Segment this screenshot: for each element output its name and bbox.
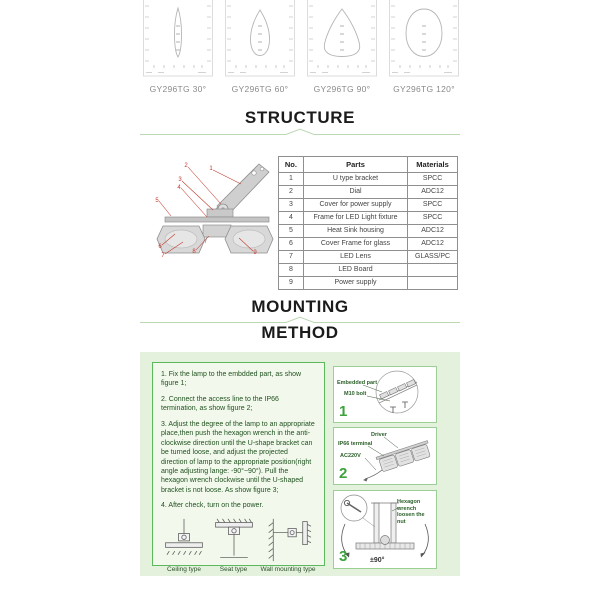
- content-column: [140, 0, 460, 600]
- table-row: [279, 173, 458, 186]
- table-row: [279, 251, 458, 264]
- figure-number-1: 1: [339, 403, 348, 420]
- part-number-6: 6: [158, 244, 162, 250]
- figure-2: [333, 427, 437, 485]
- cell-no: 4: [279, 212, 304, 225]
- mount-type-icons: [161, 517, 316, 573]
- structure-title: STRUCTURE: [244, 108, 356, 127]
- cell-material: [408, 277, 458, 290]
- part-number-3: 3: [178, 177, 182, 183]
- cell-part: Dial: [303, 186, 407, 199]
- instruction-step-1: 1. Fix the lamp to the embdded part, as show figure 1;: [161, 371, 302, 388]
- cell-material: ADC12: [408, 225, 458, 238]
- figure-label-m10-bolt: M10 bolt: [344, 391, 367, 397]
- table-row: [279, 186, 458, 199]
- part-number-7: 7: [161, 253, 165, 259]
- beam-curve-90-icon: [306, 0, 378, 80]
- cell-part: Cover Frame for glass: [303, 238, 407, 251]
- cell-part: U type bracket: [303, 173, 407, 186]
- cell-no: 9: [279, 277, 304, 290]
- cell-no: 7: [279, 251, 304, 264]
- caption-60: GY296TG 60°: [231, 84, 289, 94]
- instruction-step-4: 4. After check, turn on the power.: [161, 502, 264, 510]
- cell-material: SPCC: [408, 173, 458, 186]
- mounting-title-line1: MOUNTING: [251, 297, 349, 316]
- figure-1: [333, 366, 437, 423]
- cell-material: [408, 264, 458, 277]
- instruction-step-3: 3. Adjust the degree of the lamp to an appropriate place,then push the hexagon wrench in the anti-clockwise direction until the U-shape bracket can be turned loose, and adjust the projected direction of lamp to the appropriate position(right angle adjusting lange: -90°~90°). Pull the hexagon wrench clockwise until the U-shaped bracket is not loose. As show figure 3;: [161, 420, 315, 494]
- seat-mount-icon: [211, 517, 257, 563]
- col-no: No.: [279, 157, 304, 173]
- col-materials: Materials: [408, 157, 458, 173]
- figure-number-2: 2: [339, 465, 348, 482]
- mount-type-label: Wall mounting type: [260, 565, 316, 573]
- cell-part: Heat Sink housing: [303, 225, 407, 238]
- cell-part: LED Board: [303, 264, 407, 277]
- table-row: [279, 277, 458, 290]
- photometric-chart-120: [388, 0, 460, 80]
- figure-label-hexagon-wrench: Hexagon wrench loosen the nut: [397, 499, 425, 525]
- photometric-chart-30: [142, 0, 214, 80]
- beam-curve-120-icon: [388, 0, 460, 80]
- cell-material: SPCC: [408, 212, 458, 225]
- exploded-diagram: [145, 146, 285, 286]
- instructions-panel: [152, 362, 325, 573]
- part-number-9: 9: [253, 250, 257, 256]
- table-row: [279, 225, 458, 238]
- exploded-floodlight-icon: [145, 146, 285, 286]
- cell-no: 3: [279, 199, 304, 212]
- cell-no: 2: [279, 186, 304, 199]
- cell-material: GLASS/PC: [408, 251, 458, 264]
- part-number-5: 5: [155, 198, 159, 204]
- cell-no: 1: [279, 173, 304, 186]
- caption-30: GY296TG 30°: [149, 84, 207, 94]
- table-row: [279, 238, 458, 251]
- cell-no: 5: [279, 225, 304, 238]
- figure-label-embedded-part: Embedded part: [337, 380, 378, 386]
- cell-part: Power supply: [303, 277, 407, 290]
- part-number-1: 1: [209, 166, 213, 172]
- table-row: [279, 199, 458, 212]
- table-row: [279, 264, 458, 277]
- part-number-2: 2: [184, 163, 188, 169]
- mount-type-seat: [211, 517, 257, 573]
- part-number-8: 8: [192, 249, 196, 255]
- table-row: [279, 212, 458, 225]
- cell-no: 8: [279, 264, 304, 277]
- instruction-step-2: 2. Connect the access line to the IP66 termination, as show figure 2;: [161, 395, 279, 413]
- photometric-chart-60: [224, 0, 296, 80]
- mount-type-ceiling: [161, 517, 207, 573]
- figure-label-ip66-terminal: IP66 terminal: [338, 441, 373, 447]
- mount-type-label: Ceiling type: [167, 565, 201, 573]
- angle-range-label: ±90°: [370, 557, 385, 564]
- beam-curve-60-icon: [224, 0, 296, 80]
- cell-part: Frame for LED Light fixture: [303, 212, 407, 225]
- figure-label-driver: Driver: [371, 432, 387, 438]
- cell-material: ADC12: [408, 186, 458, 199]
- figure-label-ac220v: AC220V: [340, 453, 361, 459]
- mount-type-label: Seat type: [219, 565, 248, 573]
- figure-3: [333, 490, 437, 569]
- cell-no: 6: [279, 238, 304, 251]
- wall-mount-icon: [260, 517, 316, 563]
- figure-number-3: 3: [339, 548, 348, 565]
- col-parts: Parts: [303, 157, 407, 173]
- divider-caret-icon: [140, 128, 460, 136]
- beam-curve-30-icon: [142, 0, 214, 80]
- ceiling-mount-icon: [161, 517, 207, 563]
- parts-table: [278, 156, 458, 290]
- cell-part: Cover for power supply: [303, 199, 407, 212]
- table-header-row: [279, 157, 458, 173]
- cell-material: ADC12: [408, 238, 458, 251]
- part-number-4: 4: [177, 185, 181, 191]
- mounting-section: [140, 352, 460, 576]
- mount-type-wall: [260, 517, 316, 573]
- caption-120: GY296TG 120°: [393, 84, 455, 94]
- cell-material: SPCC: [408, 199, 458, 212]
- photometric-chart-90: [306, 0, 378, 80]
- cell-part: LED Lens: [303, 251, 407, 264]
- mounting-title-line2: METHOD: [261, 323, 339, 342]
- caption-90: GY296TG 90°: [313, 84, 371, 94]
